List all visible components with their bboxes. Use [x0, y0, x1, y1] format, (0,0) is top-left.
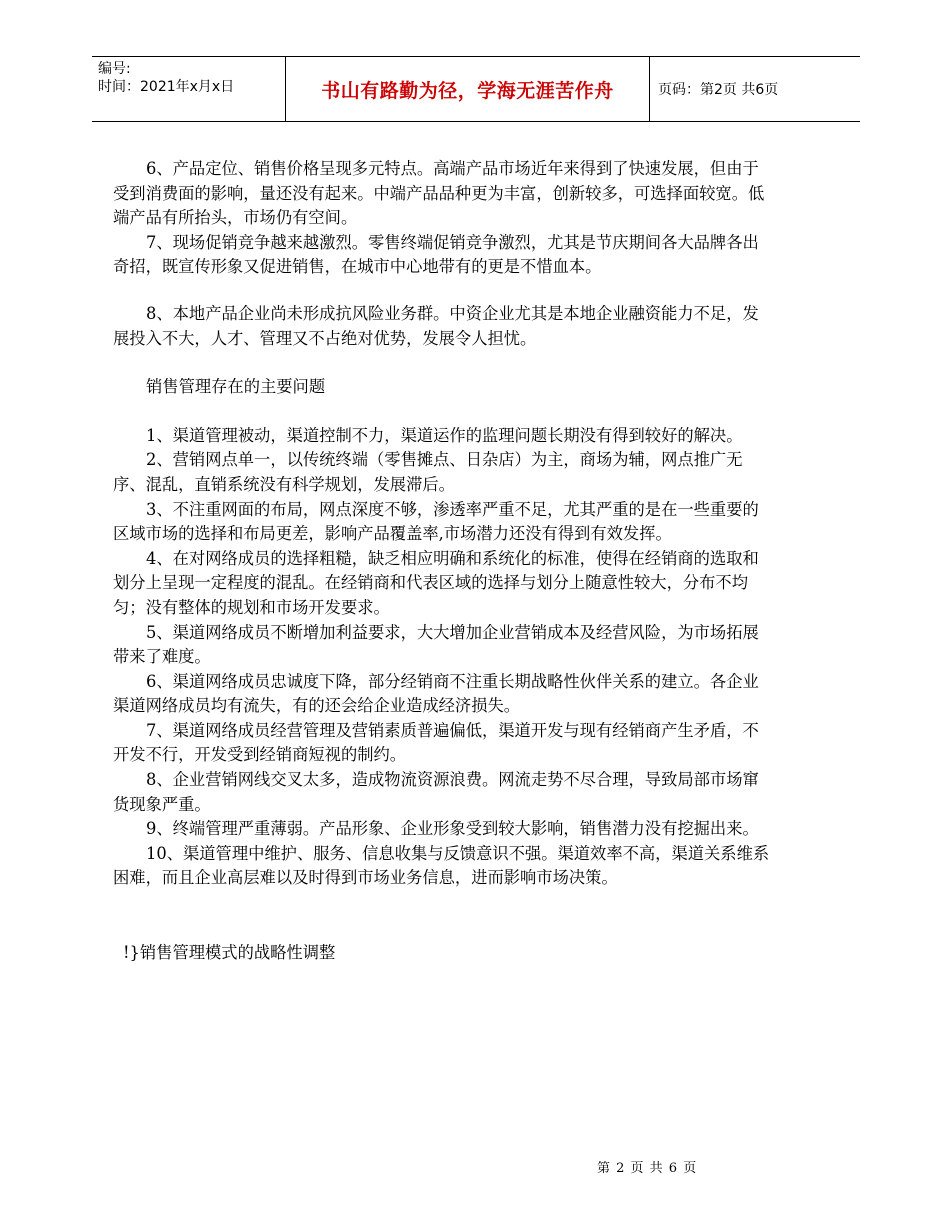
problem-item: 7、渠道网络成员经营管理及营销素质普遍偏低，渠道开发与现有经销商产生矛盾，不开发不行，开发受到经销商短视的制约。: [113, 720, 759, 765]
problem-item: 4、在对网络成员的选择粗糙，缺乏相应明确和系统化的标准，使得在经销商的选取和划分上呈现一定程度的混乱。在经销商和代表区域的选择与划分上随意性较大，分布不均匀；没有整体的规划和市场开发要求。: [113, 548, 759, 617]
problem-item: 9、终端管理严重薄弱。产品形象、企业形象受到较大影响，销售潜力没有挖掘出来。: [146, 819, 759, 839]
header-meta: [92, 57, 285, 121]
header-motto: 书山有路勤为径，学海无涯苦作舟: [285, 57, 650, 121]
problem-item: 1、渠道管理被动，渠道控制不力，渠道运作的监理问题长期没有得到较好的解决。: [146, 425, 743, 445]
page-header: [92, 56, 860, 122]
paragraph-6: 6、产品定位、销售价格呈现多元特点。高端产品市场近年来得到了快速发展，但由于受到消费面的影响，量还没有起来。中端产品品种更为丰富，创新较多，可选择面较宽。低端产品有所抬头，市场仍有空间。: [113, 159, 765, 228]
problem-item: 3、不注重网面的布局，网点深度不够，渗透率严重不足，尤其严重的是在一些重要的区域市场的选择和布局更差，影响产品覆盖率,市场潜力还没有得到有效发挥。: [113, 499, 759, 544]
paragraph-8: 8、本地产品企业尚未形成抗风险业务群。中资企业尤其是本地企业融资能力不足，发展投入不大，人才、管理又不占绝对优势，发展令人担忧。: [113, 303, 759, 348]
problem-item: 2、营销网点单一，以传统终端（零售摊点、日杂店）为主，商场为辅，网点推广无序、混乱，直销系统没有科学规划，发展滞后。: [113, 450, 743, 494]
problems-heading: 销售管理存在的主要问题: [146, 377, 326, 397]
document-number-label: 编号:: [98, 61, 131, 77]
document-body: [113, 157, 773, 966]
page-footer: 第 2 页 共 6 页: [597, 1161, 698, 1176]
section-heading: !}销售管理模式的战略性调整: [123, 943, 336, 963]
header-page-info: 页码：第2页 共6页: [658, 82, 779, 98]
problem-item: 5、渠道网络成员不断增加利益要求，大大增加企业营销成本及经营风险，为市场拓展带来了难度。: [113, 622, 759, 667]
paragraph-7: 7、现场促销竞争越来越激烈。零售终端促销竞争激烈，尤其是节庆期间各大品牌各出奇招，既宣传形象又促进销售，在城市中心地带有的更是不惜血本。: [113, 232, 759, 277]
problem-item: 10、渠道管理中维护、服务、信息收集与反馈意识不强。渠道效率不高，渠道关系维系困难，而且企业高层难以及时得到市场业务信息，进而影响市场决策。: [113, 843, 770, 888]
document-time-label: 时间：2021年x月x日: [98, 79, 235, 95]
problem-item: 6、渠道网络成员忠诚度下降，部分经销商不注重长期战略性伙伴关系的建立。各企业渠道网络成员均有流失，有的还会给企业造成经济损失。: [113, 671, 759, 716]
problem-item: 8、企业营销网线交叉太多，造成物流资源浪费。网流走势不尽合理，导致局部市场窜货现象严重。: [113, 770, 759, 814]
